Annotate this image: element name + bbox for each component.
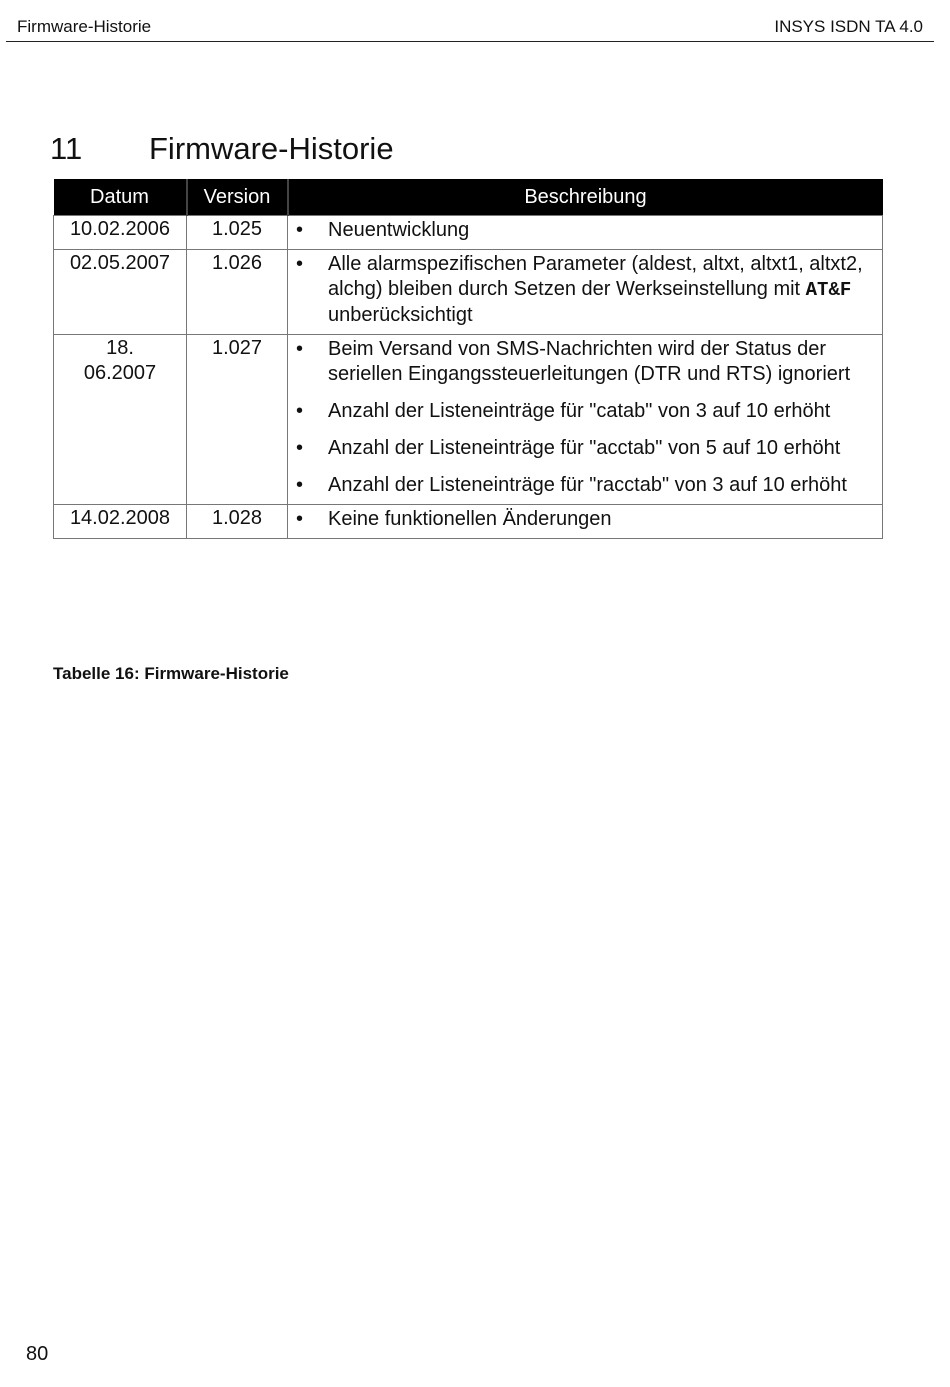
column-header-date: Datum <box>54 179 187 216</box>
page-number: 80 <box>26 1343 49 1365</box>
column-header-version: Version <box>187 179 288 216</box>
at-command-code: AT&F <box>805 279 852 301</box>
version-cell: 1.027 <box>187 335 288 505</box>
table-row <box>54 250 883 335</box>
description-cell <box>288 216 883 250</box>
list-item: • Neuentwicklung <box>328 218 874 243</box>
description-cell <box>288 335 883 505</box>
list-item-text: unberücksichtigt <box>328 304 473 326</box>
running-header <box>6 14 934 42</box>
description-cell <box>288 250 883 335</box>
table-row <box>54 335 883 505</box>
header-product-name: INSYS ISDN TA 4.0 <box>774 17 923 36</box>
list-item: • Keine funktionellen Änderungen <box>328 507 874 532</box>
list-item: • Anzahl der Listeneinträge für "catab" von 3 auf 10 erhöht <box>328 399 874 424</box>
firmware-history-table <box>53 179 883 539</box>
date-cell: 14.02.2008 <box>54 505 187 539</box>
date-cell: 02.05.2007 <box>54 250 187 335</box>
version-cell: 1.025 <box>187 216 288 250</box>
version-cell: 1.028 <box>187 505 288 539</box>
date-part: 18. <box>106 337 134 359</box>
list-item: • Beim Versand von SMS-Nachrichten wird der Status der seriellen Eingangssteuerleitungen (DTR und RTS) ignoriert <box>328 337 874 387</box>
list-item: • Anzahl der Listeneinträge für "racctab" von 3 auf 10 erhöht <box>328 473 874 498</box>
description-cell <box>288 505 883 539</box>
column-header-description: Beschreibung <box>288 179 883 216</box>
version-cell: 1.026 <box>187 250 288 335</box>
table-row <box>54 216 883 250</box>
table-caption: Tabelle 16: Firmware-Historie <box>53 664 289 683</box>
date-part: 06.2007 <box>83 362 157 384</box>
chapter-title: Firmware-Historie <box>149 130 394 166</box>
date-cell <box>54 335 187 505</box>
date-cell: 10.02.2006 <box>54 216 187 250</box>
list-item: • Anzahl der Listeneinträge für "acctab" von 5 auf 10 erhöht <box>328 436 874 461</box>
chapter-heading <box>50 129 394 169</box>
list-item <box>328 252 874 328</box>
list-item-text: Alle alarmspezifischen Parameter (aldest, altxt, altxt1, altxt2, alchg) bleiben durch Setzen der Werkseinstellung mit <box>328 253 863 300</box>
header-section-title: Firmware-Historie <box>17 17 152 36</box>
chapter-number: 11 <box>50 130 83 166</box>
table-row <box>54 505 883 539</box>
table-header-row <box>54 179 883 216</box>
